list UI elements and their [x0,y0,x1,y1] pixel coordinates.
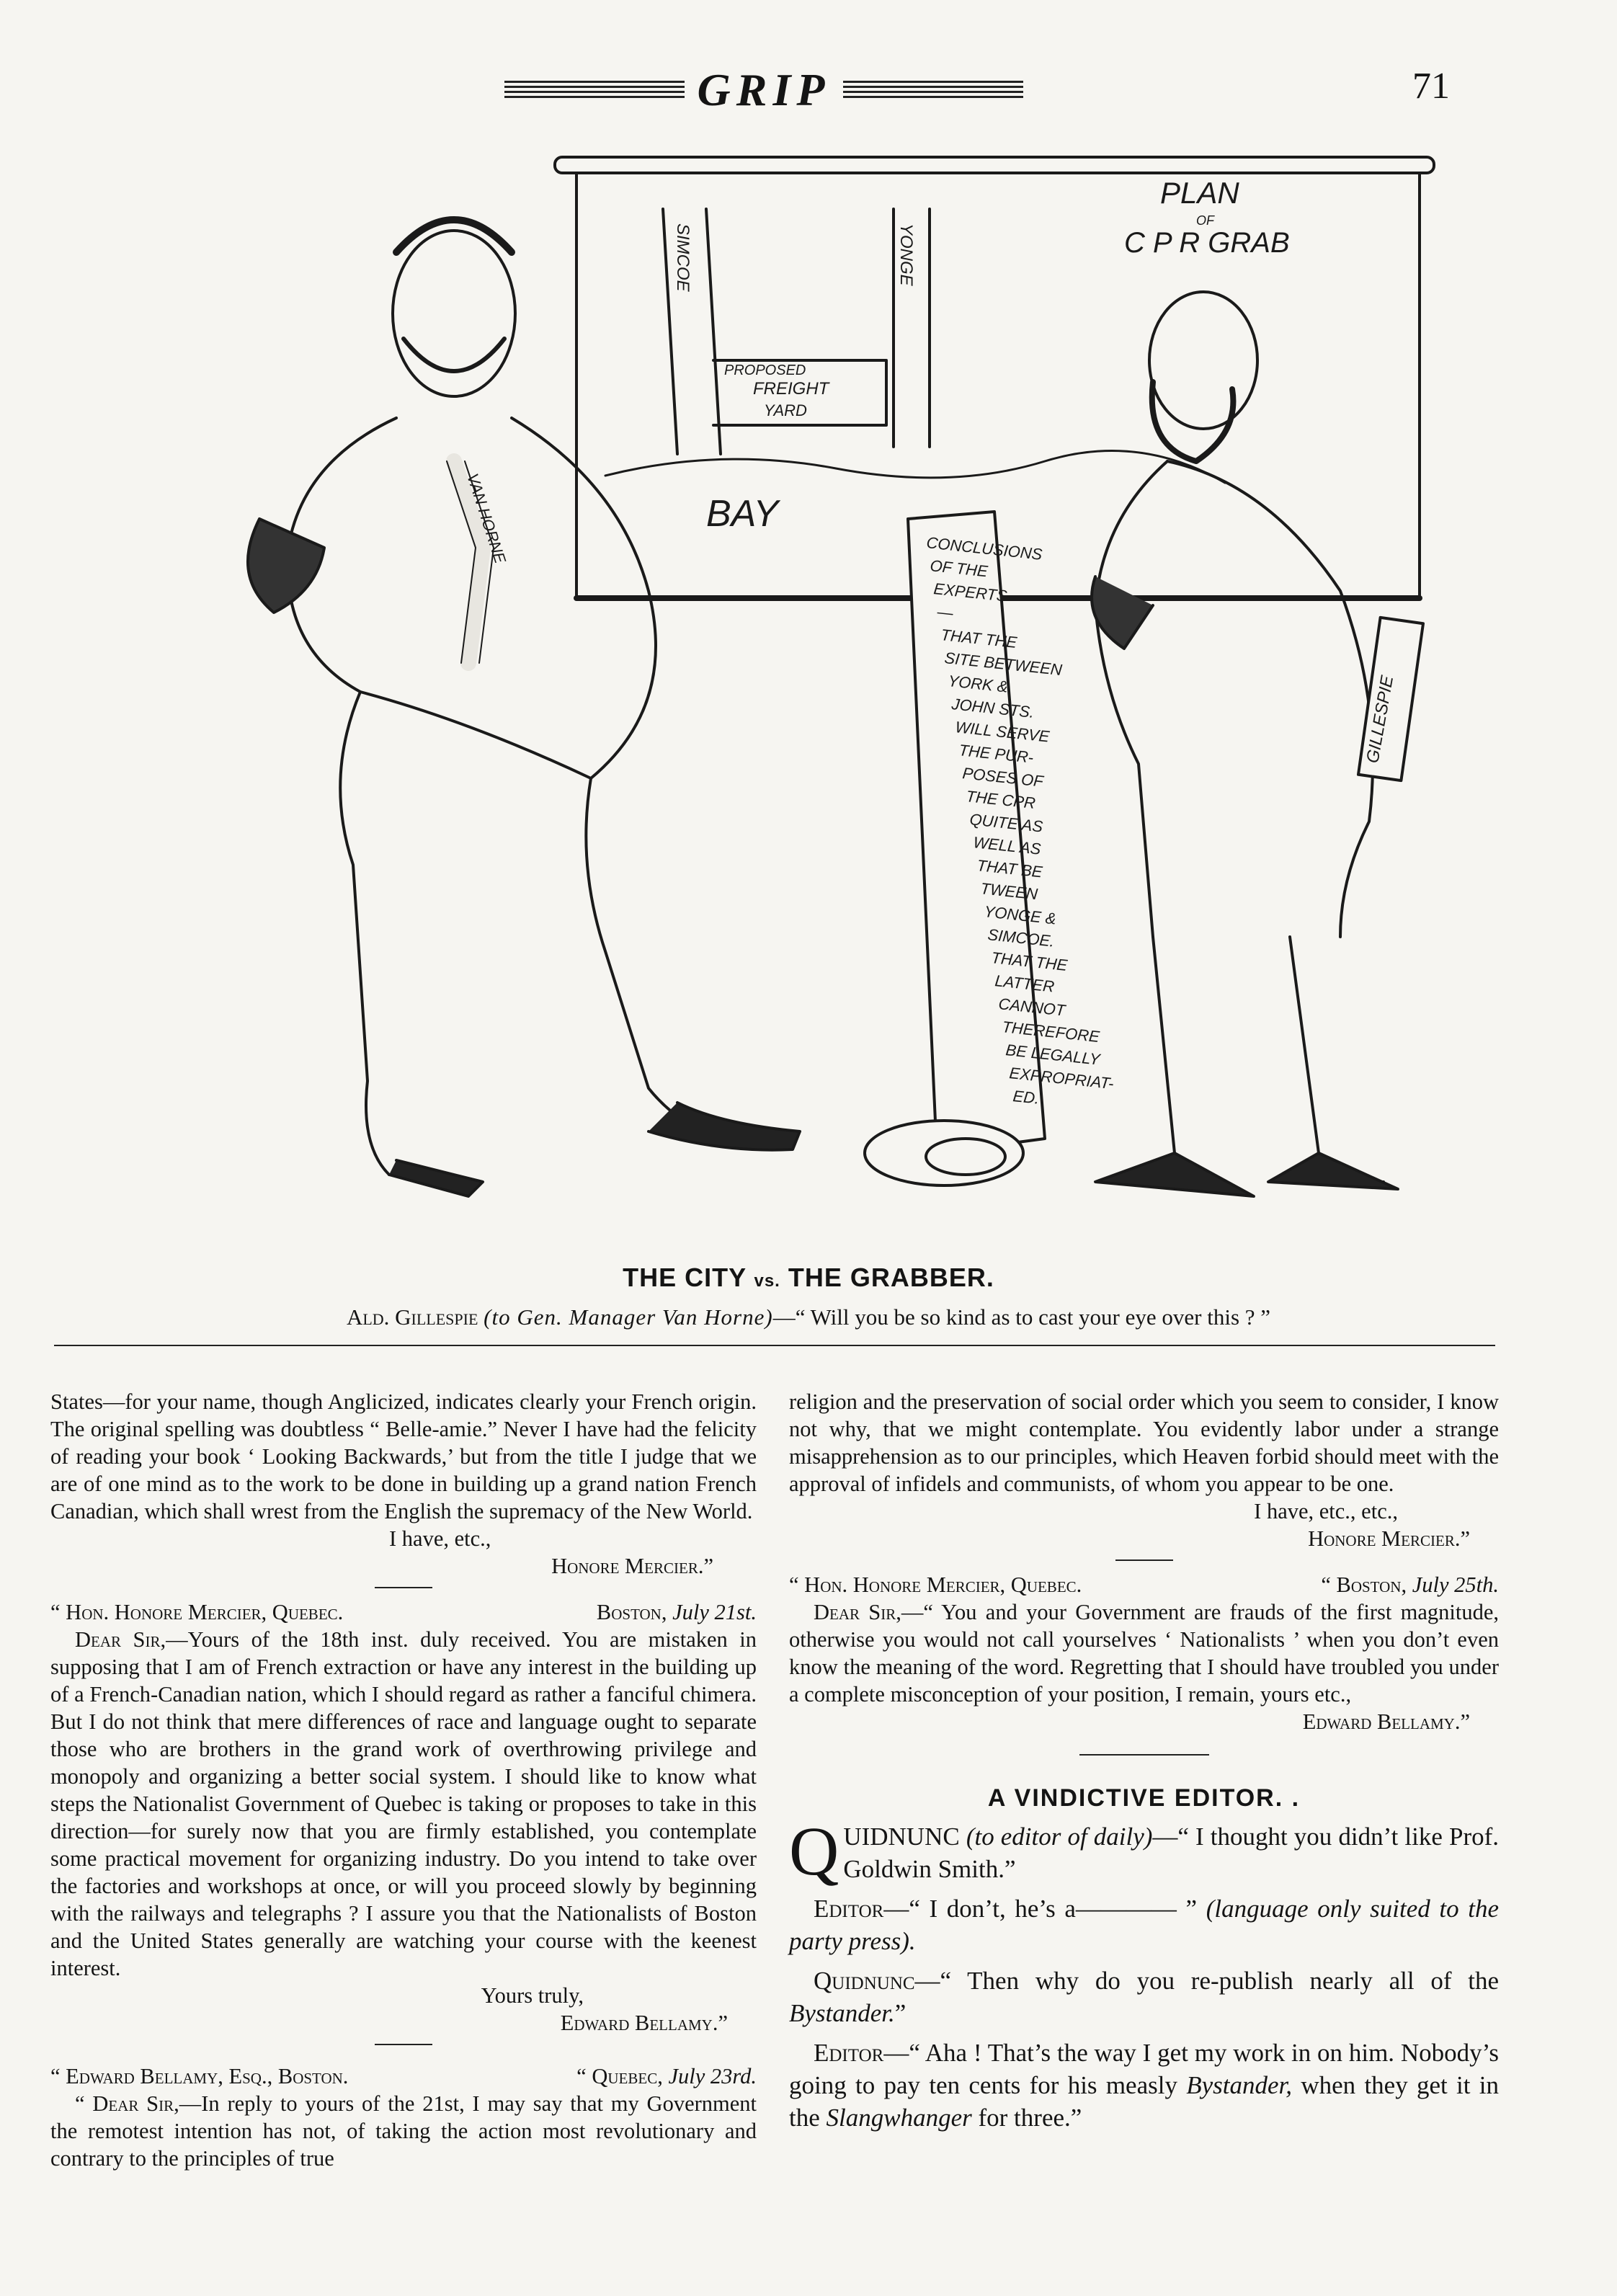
dialogue-text: for three.” [971,2104,1082,2132]
scroll-line: CANNOT [997,995,1066,1020]
scroll-line: ED. [1012,1087,1041,1108]
cartoon-caption-quote [0,1304,1617,1330]
letter-date: July 21st. [672,1600,757,1624]
cartoon-drawing [216,144,1484,1247]
speaker-name: Quidnunc [814,1967,915,1995]
cartoon-illustration [216,144,1484,1247]
scroll-line: CONCLUSIONS [925,533,1043,564]
scroll-line: BE LEGALLY [1004,1041,1101,1069]
article-divider [1079,1754,1209,1756]
letter-heading [50,1598,757,1626]
letter-place: “ Quebec, [576,2064,663,2088]
letter-heading [50,2063,757,2090]
dialogue-text: —“ I thought you didn’t like Prof. Goldwin Smith.” [843,1823,1500,1883]
map-subtitle: C P R GRAB [1124,227,1290,259]
dialogue-text: —“ Then why do you re-publish nearly all of the [914,1967,1499,1995]
dialogue-text: —“ Aha ! That’s the way I get my work in on him. Nobody’s going to pay ten cents for his measly [789,2039,1499,2099]
scroll-line: YONGE & [983,902,1057,928]
scroll-line: THAT THE [990,948,1069,975]
freight-label-2: FREIGHT [753,379,829,399]
map-roller [555,157,1434,173]
bellamy-signature: Edward Bellamy.” [1302,1709,1470,1734]
section-rule [375,1587,432,1588]
dialogue-line [789,1892,1499,1957]
letter-text: —In reply to yours of the 21st, I may say that my Government the remotest intention has not, of taking the action most revolutionary and contrary to the principles of true [50,2091,757,2171]
pocket-label: GILLESPIE [1363,674,1398,765]
scroll-line: — [936,602,954,623]
bellamy-letter-close: Yours truly, [481,1983,584,2008]
masthead-title: GRIP [697,64,831,115]
mercier-reply-body [50,2090,757,2172]
caption-speaker: Ald. Gillespie [346,1304,478,1330]
letter-heading [789,1571,1499,1598]
map-of-label: OF [1196,213,1214,228]
freight-label-3: YARD [764,401,807,419]
scroll-line: SITE BETWEEN [943,649,1063,680]
caption-quote-text: —“ Will you be so kind as to cast your eye over this ? ” [772,1304,1271,1330]
caption-title-vs: vs. [754,1271,780,1291]
letter-place: Boston, [596,1600,667,1624]
speaker-name: Editor [814,1895,884,1923]
scroll-line: JOHN STS. [950,695,1035,721]
cartoon-caption-title [0,1263,1617,1293]
publication-title: Bystander. [789,1999,895,2027]
letter-date: July 23rd. [668,2064,757,2088]
scroll-line: EXPROPRIAT- [1008,1064,1115,1093]
caption-stage-direction: (to Gen. Manager Van Horne) [484,1304,773,1330]
dialogue-text: ” [894,1999,906,2027]
drop-cap: Q [789,1812,839,1890]
dialogue-line [789,1812,1500,1890]
letter-date: July 25th. [1412,1572,1499,1597]
mercier-letter-end: States—for your name, though Anglicized, indicates clearly your French origin. The original spelling was doubtless “ Belle-amie.” Never I have had the felicity of reading your book ‘ Looking Backwards,’ but from the title I judge that we are of one mind as to the work to be done in building up a grand nation French Canadian, which shall wrest from the English the supremacy of the New World. [50,1389,757,1523]
letter-text: —“ You and your Government are frauds of the first magnitude, otherwise you would not call yourselves ‘ Nationalists ’ when you don’t even know the meaning of the word. Regretting that I should have troubled you under a complete misconception of your position, I remain, yours etc., [789,1600,1499,1707]
letter-salutation: Dear Sir, [814,1600,901,1624]
scroll-line: SIMCOE. [986,925,1056,951]
caption-title-right: THE GRABBER. [780,1263,994,1292]
sash-label: VAN HORNE [463,471,510,566]
masthead-rule-right [843,81,1023,99]
scroll-line: QUITE AS [968,810,1044,836]
publication-title: Slangwhanger [826,2104,972,2132]
section-rule [1115,1559,1173,1561]
scroll-line: THE PUR- [958,741,1035,767]
dialogue-line [789,2037,1499,2134]
dialogue-line [789,1964,1499,2029]
mercier-reply-close: I have, etc., etc., [1254,1499,1398,1523]
freight-label-1: PROPOSED [724,362,806,378]
caption-title-left: THE CITY [623,1263,754,1292]
scroll-line: EXPERTS [932,579,1008,605]
vindictive-editor-article [789,1812,1500,2134]
publication-title: Bystander, [1186,2071,1293,2099]
street-simcoe-label: SIMCOE [673,223,692,292]
letter-recipient: “ Hon. Honore Mercier, Quebec. [50,1600,344,1624]
speaker-name: UIDNUNC [843,1823,960,1851]
letter-text: —Yours of the 18th inst. duly received. You are mistaken in supposing that I am of French extraction or have any interest in the building up of a French-Canadian nation, which I should regard as rather a fanciful chimera. But I do not think that mere differences of race and language ought to separate those who are brothers in the grand work of overthrowing privilege and monopoly and organizing a better social system. I should like to know what steps the Nationalist Government of Quebec is taking or proposes to take in this direction—for surely now that you are firmly established, you contemplate some practical movement for organizing industry. Do you intend to take over the factories and workshops at once, or will you proceed slowly by beginning with the railways and telegraphs ? I assure you that the Nationalists of Boston and the United States generally are watching your course with the keenest interest. [50,1627,757,1980]
speaker-name: Editor [814,2039,884,2067]
letter-salutation: Dear Sir, [75,1627,166,1652]
stage-direction: (to editor of daily) [966,1823,1153,1851]
bay-shoreline [605,450,1225,483]
page-number: 71 [1412,66,1450,107]
letter-recipient: “ Edward Bellamy, Esq., Boston. [50,2064,349,2088]
mercier-signature: Honore Mercier.” [1308,1526,1470,1551]
bellamy-signature: Edward Bellamy.” [560,2011,728,2035]
article-heading: A VINDICTIVE EDITOR. . [987,1784,1301,1812]
scroll-line: THAT THE [940,626,1018,652]
scroll-line: LATTER [994,971,1056,996]
scroll-line: THAT BE [976,856,1043,881]
scroll-line: OF THE [929,556,989,581]
scroll-line: THE CPR [965,787,1037,813]
scroll-line: THEREFORE [1001,1018,1101,1046]
masthead [504,66,1023,117]
caption-divider [54,1345,1495,1346]
stage-direction: (language only suited to the party press). [789,1895,1500,1955]
letter-place: “ Boston, [1321,1572,1407,1597]
figure-van-horne [248,220,800,1196]
bellamy-final-letter [789,1598,1499,1708]
left-column [50,1388,757,2172]
scroll-line: YORK & [947,672,1009,696]
letter-recipient: “ Hon. Honore Mercier, Quebec. [789,1572,1082,1597]
dialogue-text: —“ I don’t, he’s a———— ” [883,1895,1198,1923]
mercier-reply-end: religion and the preservation of social order which you seem to consider, I know not why, that we might contemplate. You evidently labor under a strange misapprehension as to our principles, which Heaven forbid should meet with the approval of infidels and communists, of whom you appear to be one. [789,1389,1499,1496]
scroll-line: POSES OF [961,764,1044,791]
bellamy-letter-body [50,1626,757,1982]
mercier-signature: Honore Mercier.” [551,1554,713,1578]
mercier-letter-close: I have, etc., [389,1526,491,1551]
right-column [789,1388,1499,2141]
letter-salutation: “ Dear Sir, [75,2091,179,2116]
scroll-line: TWEEN [979,879,1039,904]
section-rule [375,2044,432,2045]
scroll-line: WELL AS [972,833,1042,858]
bay-label: BAY [706,493,779,535]
dialogue-text: when they get it in the [789,2071,1499,2132]
scroll-line: WILL SERVE [954,718,1051,746]
street-yonge-label: YONGE [896,223,916,286]
map-title: PLAN [1160,176,1239,210]
